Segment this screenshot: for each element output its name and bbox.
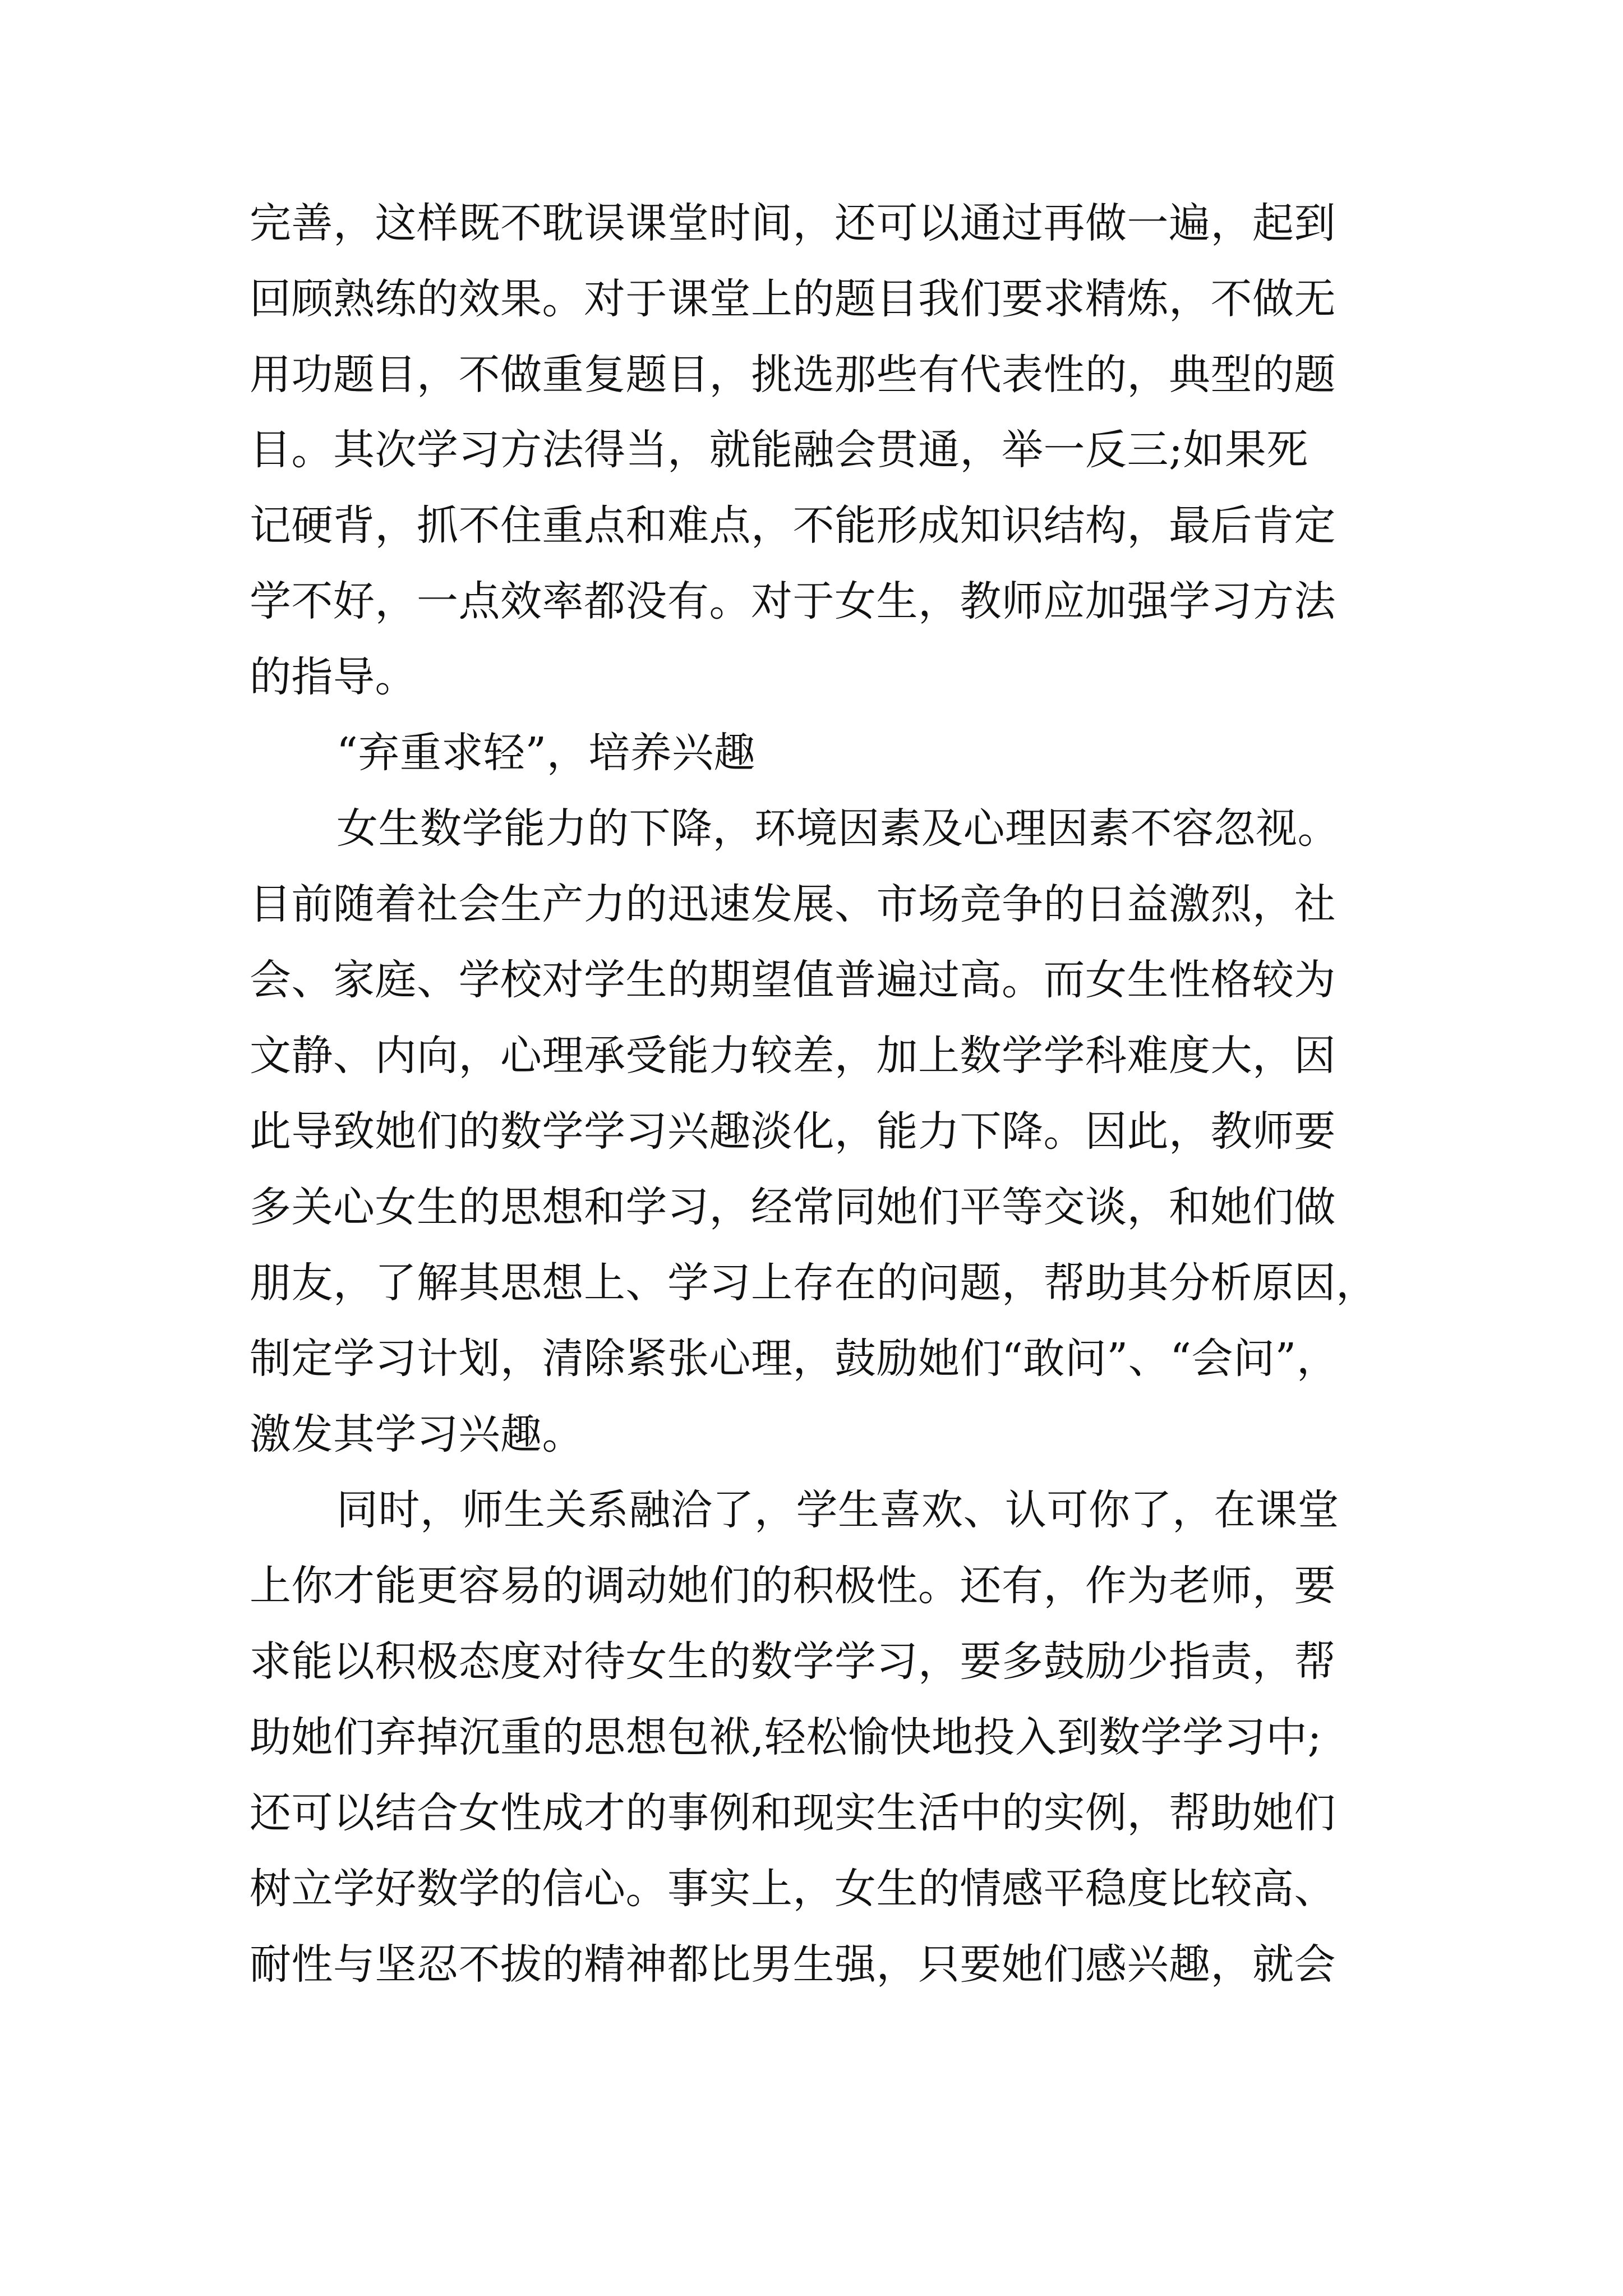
paragraph-line: 助她们弃掉沉重的思想包袱,轻松愉快地投入到数学学习中; xyxy=(250,1713,1322,1761)
paragraph-line: 目。其次学习方法得当，就能融会贯通，举一反三;如果死 xyxy=(250,426,1308,474)
paragraph-line: 制定学习计划，清除紧张心理，鼓励她们“敢问”、“会问”， xyxy=(250,1335,1339,1383)
paragraph-line: 的指导。 xyxy=(250,653,417,701)
paragraph-line: 耐性与坚忍不拔的精神都比男生强，只要她们感兴趣，就会 xyxy=(250,1940,1336,1989)
paragraph-line: 求能以积极态度对待女生的数学学习，要多鼓励少指责，帮 xyxy=(250,1637,1336,1686)
section-heading: “弃重求轻”，培养兴趣 xyxy=(336,729,756,777)
paragraph-line: 文静、内向，心理承受能力较差，加上数学学科难度大，因 xyxy=(250,1032,1336,1080)
paragraph-line: 此导致她们的数学学习兴趣淡化，能力下降。因此，教师要 xyxy=(250,1107,1336,1156)
paragraph-line: 女生数学能力的下降，环境因素及心理因素不容忽视。 xyxy=(336,804,1339,853)
paragraph-line: 朋友，了解其思想上、学习上存在的问题，帮助其分析原因， xyxy=(250,1259,1378,1307)
paragraph-line: 学不好，一点效率都没有。对于女生，教师应加强学习方法 xyxy=(250,577,1336,625)
paragraph-line: 回顾熟练的效果。对于课堂上的题目我们要求精炼，不做无 xyxy=(250,275,1336,323)
paragraph-line: 树立学好数学的信心。事实上，女生的情感平稳度比较高、 xyxy=(250,1865,1336,1913)
paragraph-line: 多关心女生的思想和学习，经常同她们平等交谈，和她们做 xyxy=(250,1183,1336,1231)
paragraph-line: 完善，这样既不耽误课堂时间，还可以通过再做一遍，起到 xyxy=(250,199,1336,247)
paragraph-line: 激发其学习兴趣。 xyxy=(250,1410,584,1458)
paragraph-line: 用功题目，不做重复题目，挑选那些有代表性的，典型的题 xyxy=(250,351,1336,399)
paragraph-line: 上你才能更容易的调动她们的积极性。还有，作为老师，要 xyxy=(250,1562,1336,1610)
paragraph-line: 还可以结合女性成才的事例和现实生活中的实例，帮助她们 xyxy=(250,1789,1336,1837)
paragraph-line: 同时，师生关系融洽了，学生喜欢、认可你了，在课堂 xyxy=(336,1486,1339,1534)
paragraph-line: 会、家庭、学校对学生的期望值普遍过高。而女生性格较为 xyxy=(250,956,1336,1004)
paragraph-line: 目前随着社会生产力的迅速发展、市场竞争的日益激烈，社 xyxy=(250,880,1336,928)
paragraph-line: 记硬背，抓不住重点和难点，不能形成知识结构，最后肯定 xyxy=(250,501,1336,550)
